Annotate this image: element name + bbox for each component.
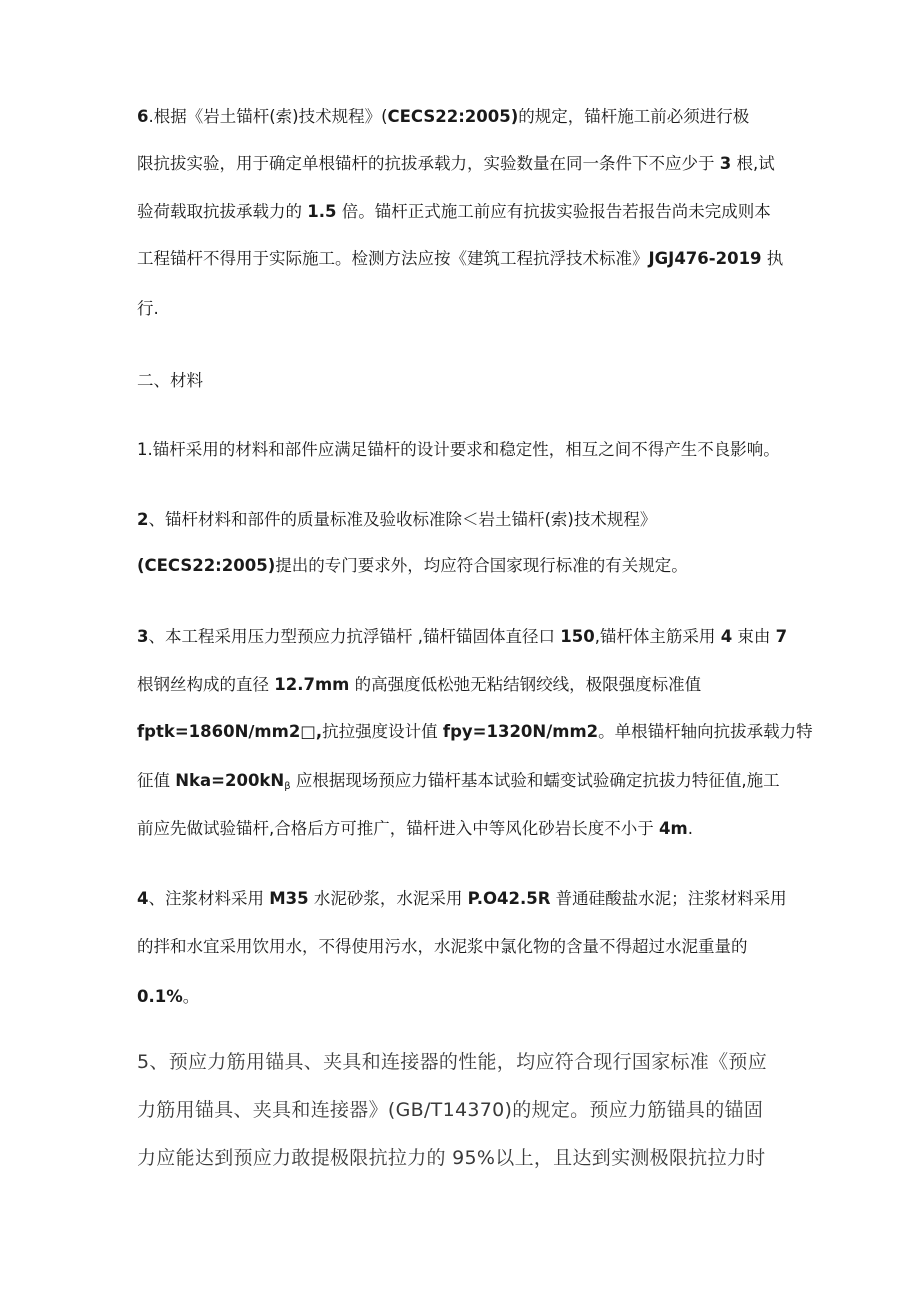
- material-item-3-line-3: fptk=1860N∕mm2□,抗拉强度设计值 fpy=1320N/mm2。单根锚杆轴向抗拔承载力特: [137, 722, 813, 741]
- p6-line-5: 行.: [137, 299, 159, 318]
- material-item-3-line-5: 前应先做试验锚杆,合格后方可推广，锚杆进入中等风化砂岩长度不小于 4m.: [137, 819, 693, 838]
- material-item-3-line-2: 根钢丝构成的直径 12.7mm 的高强度低松弛无粘结钢绞线，极限强度标准值: [137, 675, 702, 694]
- p6-line-4: 工程锚杆不得用于实际施工。检测方法应按《建筑工程抗浮技术标准》JGJ476-2019 执: [137, 249, 784, 268]
- material-item-5-line-2: 力筋用锚具、夹具和连接器》(GB/T14370)的规定。预应力筋锚具的锚固: [137, 1099, 764, 1121]
- p6-line-3: 验荷载取抗拔承载力的 1.5 倍。锚杆正式施工前应有抗拔实验报告若报告尚未完成则本: [137, 202, 771, 221]
- p6-line-1: 6.根据《岩土锚杆(索)技术规程》(CECS22:2005)的规定，锚杆施工前必须进行极: [137, 107, 750, 126]
- p6-line-2: 限抗拔实验，用于确定单根锚杆的抗拔承载力，实验数量在同一条件下不应少于 3 根,试: [137, 154, 775, 173]
- material-item-3-line-4: 征值 $Nka=200kN_\beta$ 应根据现场预应力锚杆基本试验和蠕变试验确定抗拔力特征值,施工: [137, 771, 780, 792]
- material-item-2-line-1: 2、锚杆材料和部件的质量标准及验收标准除＜岩土锚杆(索)技术规程》: [137, 510, 657, 529]
- material-item-1: 1.锚杆采用的材料和部件应满足锚杆的设计要求和稳定性，相互之间不得产生不良影响。: [137, 440, 780, 459]
- material-item-4-line-2: 的拌和水宜采用饮用水，不得使用污水，水泥浆中氯化物的含量不得超过水泥重量的: [137, 937, 748, 956]
- material-item-5-line-3: 力应能达到预应力敢提极限抗拉力的 95%以上，且达到实测极限抗拉力时: [137, 1147, 766, 1169]
- material-item-3-line-1: 3、本工程采用压力型预应力抗浮锚杆 ,锚杆锚固体直径口 150,锚杆体主筋采用 4 束由 7: [137, 627, 788, 646]
- material-item-5-line-1: 5、预应力筋用锚具、夹具和连接器的性能，均应符合现行国家标准《预应: [137, 1051, 767, 1073]
- material-item-2-line-2: (CECS22:2005)提出的专门要求外，均应符合国家现行标准的有关规定。: [137, 556, 688, 575]
- material-item-4-line-1: 4、注浆材料采用 M35 水泥砂浆，水泥采用 P.O42.5R 普通硅酸盐水泥；注浆材料采用: [137, 889, 787, 908]
- material-item-4-line-3: 0.1%。: [137, 987, 200, 1006]
- section-heading-materials: 二、材料: [137, 371, 203, 390]
